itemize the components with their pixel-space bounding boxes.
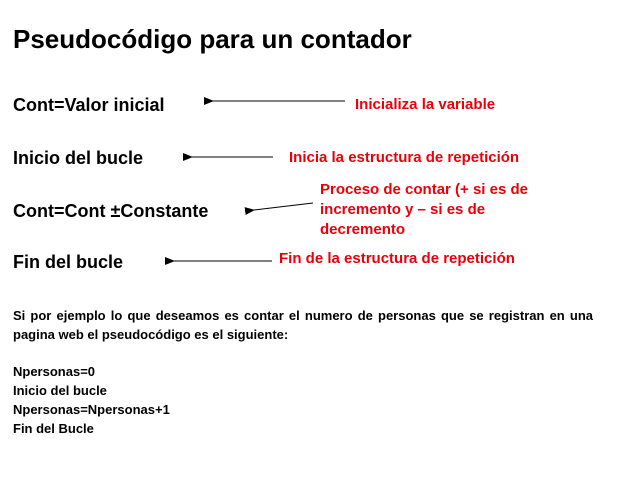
step-loop-end: Fin del bucle [13,252,124,272]
example-line-1: Npersonas=0 [13,364,96,379]
slide-title: Pseudocódigo para un contador [13,24,412,54]
note-counting-line-1: Proceso de contar (+ si es de [320,181,529,198]
note-counting-line-3: decremento [320,221,406,238]
step-count-update: Cont=Cont ±Constante [13,201,209,221]
note-initialize-variable: Inicializa la variable [355,96,496,113]
step-initial-value: Cont=Valor inicial [13,95,165,115]
example-paragraph: Si por ejemplo lo que deseamos es contar el numero de personas que se registran en una pagina web el pseudocódigo es el siguiente: [13,308,593,342]
step-loop-start: Inicio del bucle [13,148,144,168]
note-counting-line-2: incremento y – si es de [320,201,486,218]
note-end-repetition: Fin de la estructura de repetición [279,250,515,267]
note-start-repetition: Inicia la estructura de repetición [289,149,520,166]
example-line-4: Fin del Bucle [13,421,94,436]
example-line-2: Inicio del bucle [13,383,107,398]
arrow-count-update [254,203,313,210]
example-line-3: Npersonas=Npersonas+1 [13,402,170,417]
example-pseudocode [13,362,170,438]
